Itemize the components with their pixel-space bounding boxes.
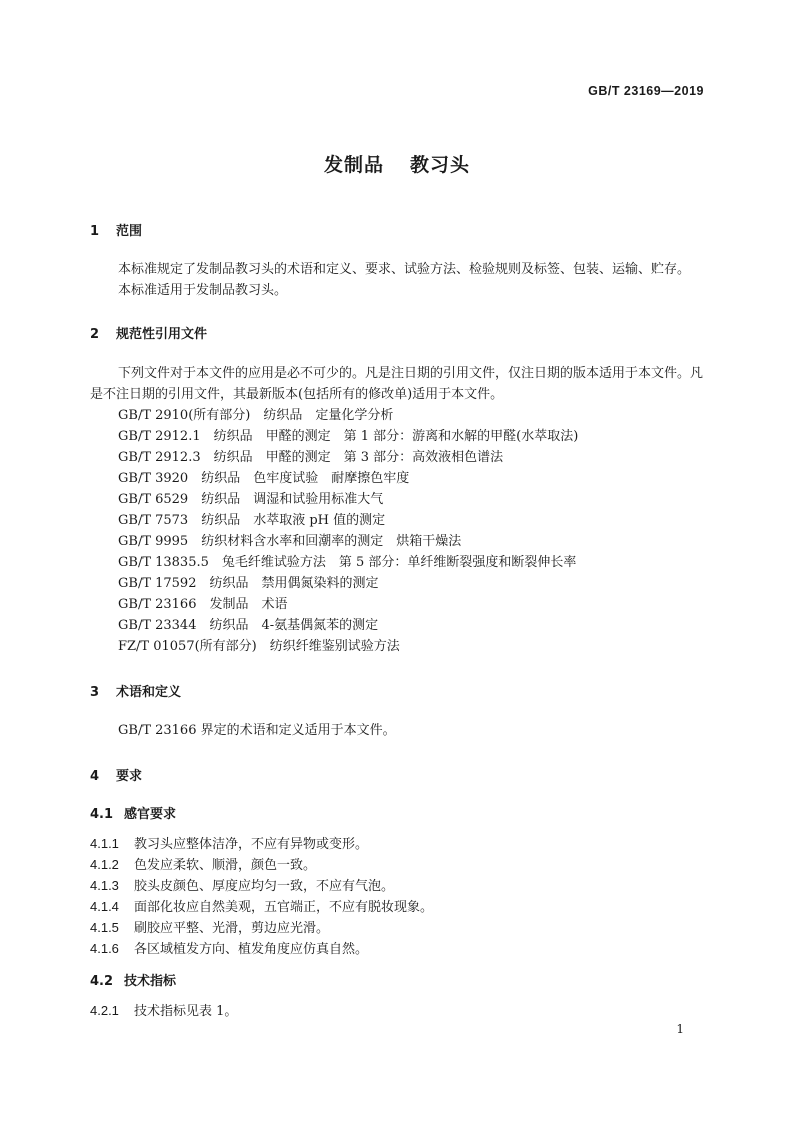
subsection-heading-sensory <box>90 803 176 822</box>
title-part-2: 教习头 <box>410 154 471 176</box>
title-part-1: 发制品 <box>323 154 384 176</box>
reference-item: GB/T 2912.3 纺织品 甲醛的测定 第 3 部分：高效液相色谱法 <box>118 450 504 465</box>
clause-number: 4.1.1 <box>90 836 119 851</box>
clause-number: 4.1.6 <box>90 941 119 956</box>
reference-list <box>118 405 578 657</box>
section-number: 2 <box>90 327 100 342</box>
references-intro <box>90 363 706 405</box>
reference-item: GB/T 13835.5 兔毛纤维试验方法 第 5 部分：单纤维断裂强度和断裂伸长率 <box>118 555 577 570</box>
clause-text: 色发应柔软、顺滑，颜色一致。 <box>134 858 317 873</box>
section-number: 4.1 <box>90 807 114 822</box>
section-number: 1 <box>90 224 100 239</box>
clause-4-1-4 <box>90 896 433 918</box>
scope-text <box>90 259 706 301</box>
subsection-heading-technical-indicators <box>90 970 176 989</box>
clause-text: 面部化妆应自然美观，五官端正，不应有脱妆现象。 <box>134 900 434 915</box>
paragraph: GB/T 23166 界定的术语和定义适用于本文件。 <box>118 723 396 738</box>
reference-item: GB/T 2912.1 纺织品 甲醛的测定 第 1 部分：游离和水解的甲醛(水萃取法) <box>118 429 579 444</box>
clause-text: 技术指标见表 1。 <box>134 1004 238 1019</box>
section-number: 4.2 <box>90 974 114 989</box>
section-heading-requirements <box>90 765 142 784</box>
section-title: 范围 <box>116 224 143 239</box>
clause-4-1-6 <box>90 938 368 960</box>
section-title: 规范性引用文件 <box>116 327 208 342</box>
section-heading-terms <box>90 681 181 700</box>
clause-text: 胶头皮颜色、厚度应均匀一致，不应有气泡。 <box>134 879 395 894</box>
reference-item: GB/T 23344 纺织品 4-氨基偶氮苯的测定 <box>118 618 379 633</box>
reference-item: GB/T 9995 纺织材料含水率和回潮率的测定 烘箱干燥法 <box>118 534 462 549</box>
reference-item: GB/T 2910(所有部分) 纺织品 定量化学分析 <box>118 408 394 423</box>
clause-4-1-2 <box>90 854 316 876</box>
clause-4-1-1 <box>90 833 368 855</box>
clause-number: 4.2.1 <box>90 1003 119 1018</box>
section-heading-scope <box>90 220 142 239</box>
reference-item: GB/T 23166 发制品 术语 <box>118 597 288 612</box>
section-number: 4 <box>90 769 100 784</box>
section-title: 术语和定义 <box>116 685 182 700</box>
terms-text <box>90 720 706 741</box>
reference-item: GB/T 6529 纺织品 调湿和试验用标准大气 <box>118 492 384 507</box>
section-number: 3 <box>90 685 100 700</box>
paragraph: 本标准适用于发制品教习头。 <box>118 283 288 298</box>
document-title <box>0 150 794 177</box>
clause-4-1-5 <box>90 917 329 939</box>
clause-number: 4.1.4 <box>90 899 119 914</box>
paragraph: 本标准规定了发制品教习头的术语和定义、要求、试验方法、检验规则及标签、包装、运输、贮存。 <box>118 262 691 277</box>
section-title: 感官要求 <box>124 807 177 822</box>
reference-item: GB/T 3920 纺织品 色牢度试验 耐摩擦色牢度 <box>118 471 410 486</box>
page-number: 1 <box>676 1022 684 1036</box>
clause-text: 各区域植发方向、植发角度应仿真自然。 <box>134 942 369 957</box>
clause-number: 4.1.2 <box>90 857 119 872</box>
reference-item: GB/T 17592 纺织品 禁用偶氮染料的测定 <box>118 576 379 591</box>
clause-text: 刷胶应平整、光滑，剪边应光滑。 <box>134 921 330 936</box>
reference-item: FZ/T 01057(所有部分) 纺织纤维鉴别试验方法 <box>118 639 400 654</box>
paragraph: 下列文件对于本文件的应用是必不可少的。凡是注日期的引用文件，仅注日期的版本适用于本文件。凡是不注日期的引用文件，其最新版本(包括所有的修改单)适用于本文件。 <box>90 366 704 402</box>
clause-text: 教习头应整体洁净，不应有异物或变形。 <box>134 837 369 852</box>
section-heading-normative-references <box>90 323 207 342</box>
standard-code: GB/T 23169—2019 <box>588 84 704 98</box>
clause-number: 4.1.5 <box>90 920 119 935</box>
section-title: 技术指标 <box>124 974 177 989</box>
clause-number: 4.1.3 <box>90 878 119 893</box>
clause-4-1-3 <box>90 875 394 897</box>
reference-item: GB/T 7573 纺织品 水萃取液 pH 值的测定 <box>118 513 386 528</box>
section-title: 要求 <box>116 769 143 784</box>
clause-4-2-1 <box>90 1000 237 1022</box>
